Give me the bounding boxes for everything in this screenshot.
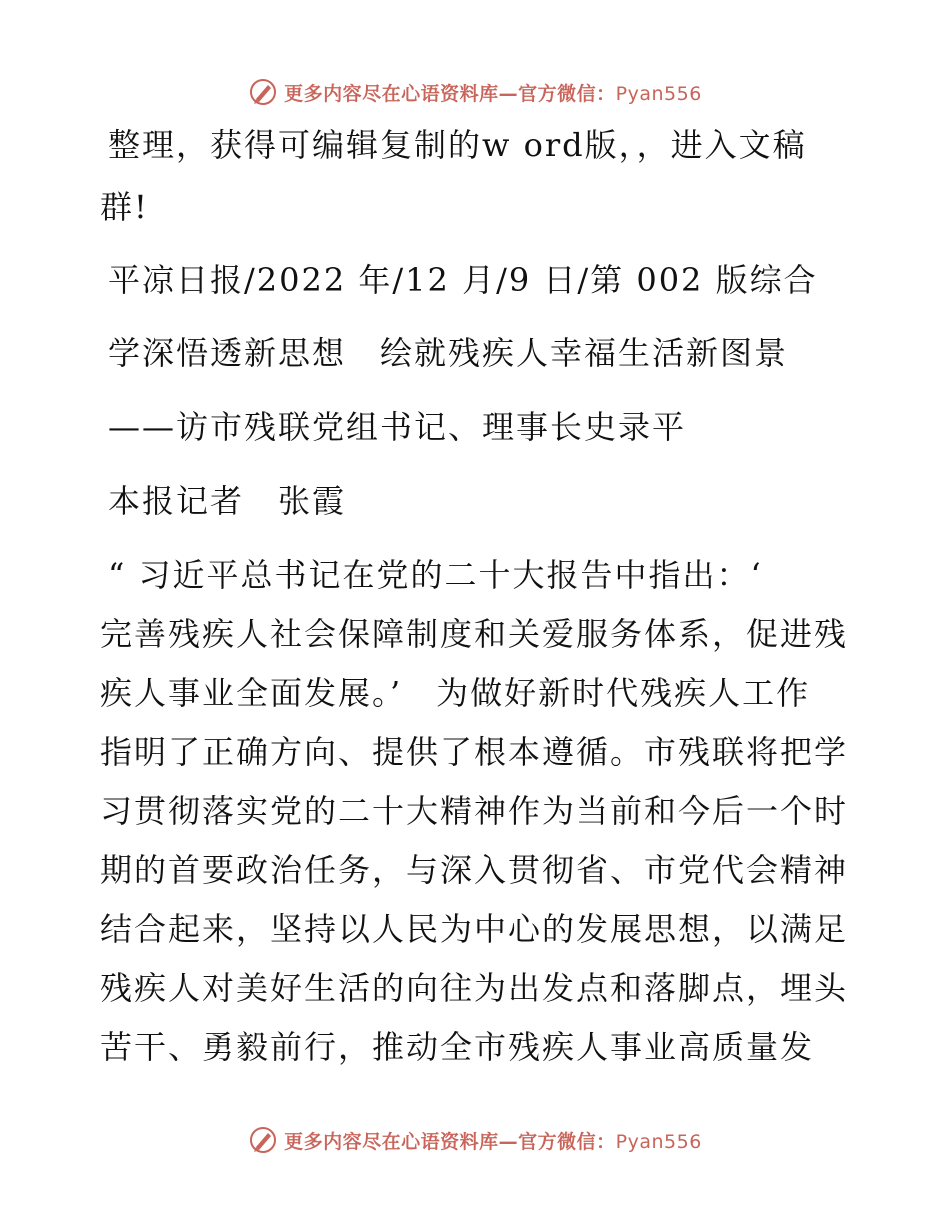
watermark-main: 更多内容尽在心语资料库—官方微信： xyxy=(284,1130,616,1153)
pen-logo-icon xyxy=(248,77,278,107)
body-line-5: 习贯彻落实党的二十大精神作为当前和今后一个时 xyxy=(100,792,849,830)
header-watermark xyxy=(0,72,950,112)
intro-line-1: 整理，获得可编辑复制的w ord版，，进入文稿 xyxy=(108,126,807,164)
body-line-9: 苦干、勇毅前行，推动全市残疾人事业高质量发 xyxy=(100,1028,815,1066)
watermark-text xyxy=(284,1127,702,1154)
body-line-6: 期的首要政治任务，与深入贯彻省、市党代会精神 xyxy=(100,851,849,889)
watermark-main: 更多内容尽在心语资料库—官方微信： xyxy=(284,82,616,105)
body-line-1: “ 习近平总书记在党的二十大报告中指出：‘ xyxy=(108,556,763,594)
byline: 本报记者 张霞 xyxy=(108,482,347,520)
body-line-4: 指明了正确方向、提供了根本遵循。市残联将把学 xyxy=(100,733,849,771)
body-line-2: 完善残疾人社会保障制度和关爱服务体系，促进残 xyxy=(100,615,849,653)
watermark-id: Pyan556 xyxy=(615,82,702,105)
footer-watermark xyxy=(0,1120,950,1160)
body-line-3: 疾人事业全面发展。’ 为做好新时代残疾人工作 xyxy=(100,674,811,712)
intro-line-2: 群! xyxy=(100,188,149,226)
headline: 学深悟透新思想 绘就残疾人幸福生活新图景 xyxy=(108,334,789,372)
watermark-text xyxy=(284,79,702,106)
watermark-id: Pyan556 xyxy=(615,1130,702,1153)
body-line-7: 结合起来，坚持以人民为中心的发展思想，以满足 xyxy=(100,910,849,948)
subheadline: ——访市残联党组书记、理事长史录平 xyxy=(108,408,687,446)
pen-logo-icon xyxy=(248,1125,278,1155)
body-line-8: 残疾人对美好生活的向往为出发点和落脚点，埋头 xyxy=(100,969,849,1007)
source-line: 平凉日报/2022 年/12 月/9 日/第 002 版综合 xyxy=(108,261,818,299)
